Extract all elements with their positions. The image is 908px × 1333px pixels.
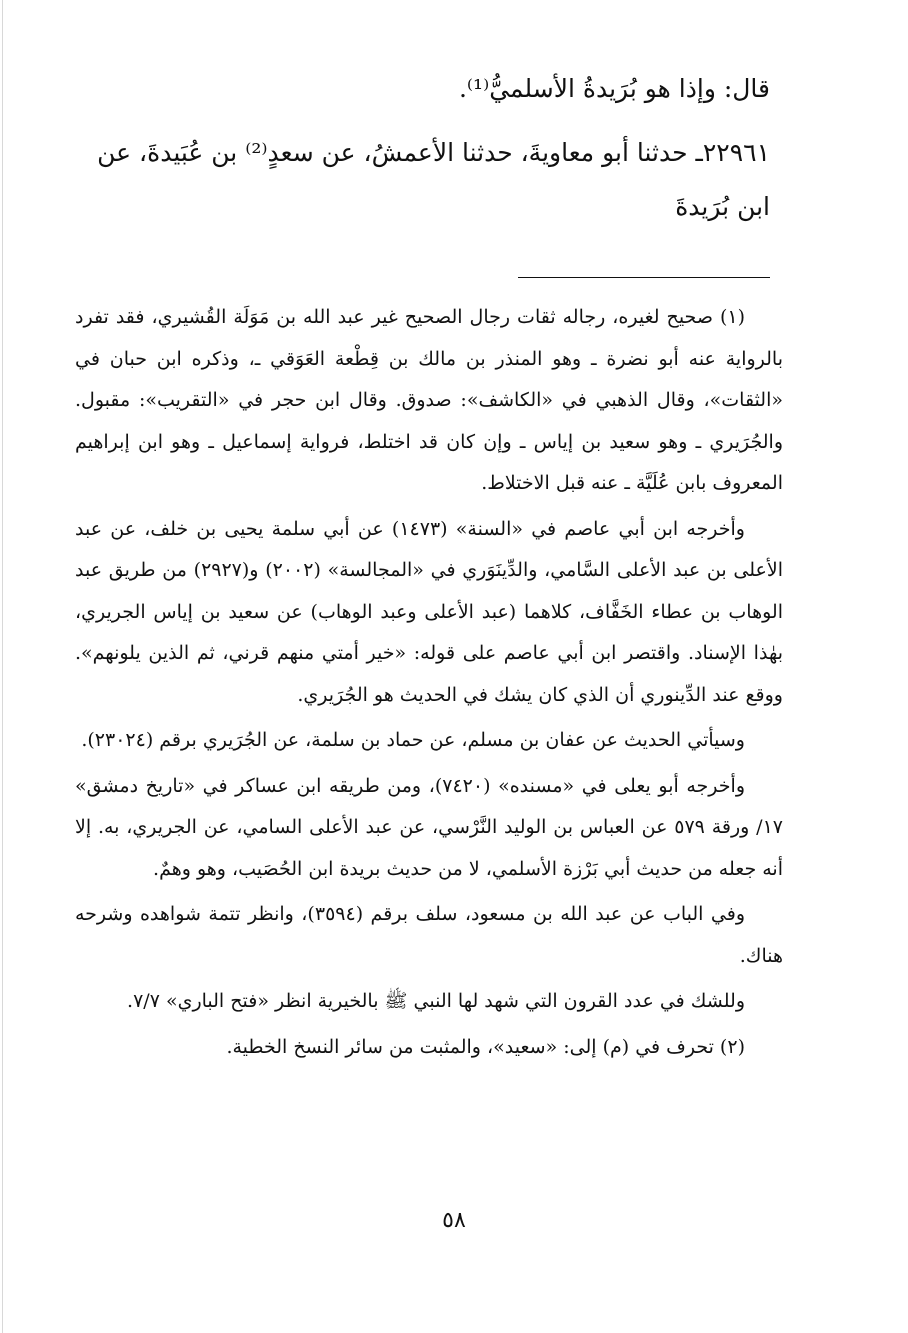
main-text-line: قال: وإذا هو بُرَيدةُ الأسلميُّ⁽¹⁾. — [458, 74, 770, 103]
page-edge-line — [2, 0, 3, 1333]
footnote-paragraph: وللشك في عدد القرون التي شهد لها النبي ﷺ بالخيرية انظر «فتح الباري» ٧/٧. — [127, 990, 745, 1012]
main-text — [70, 62, 770, 234]
footnote-paragraph: (٢) تحرف في (م) إلى: «سعيد»، والمثبت من سائر النسخ الخطية. — [226, 1035, 745, 1058]
footnote-paragraph: (١) صحيح لغيره، رجاله ثقات رجال الصحيح غير عبد الله بن مَوَلَة القُشيري، فقد تفرد بالرواية عنه أبو نضرة ـ وهو المنذر بن مالك بن قِطْعة العَوَقي ـ، وذكره ابن حبان في «الثقات»، وقال الذهبي في «الكاشف»: صدوق. وقال ابن حجر في «التقريب»: مقبول. والجُرَيري ـ وهو سعيد بن إياس ـ وإن كان قد اختلط، فرواية إسماعيل ـ وهو ابن إبراهيم المعروف بابن عُلَيَّة ـ عنه قبل الاختلاط. — [75, 306, 783, 494]
footnotes — [75, 297, 783, 1068]
footnote-paragraph: وأخرجه ابن أبي عاصم في «السنة» (١٤٧٣) عن أبي سلمة يحيى بن خلف، عن عبد الأعلى بن عبد الأعلى السَّامي، والدِّينَوَري في «المجالسة» (٢٠٠٢) و(٢٩٢٧) من طريق عبد الوهاب بن عطاء الخَفَّاف، كلاهما (عبد الأعلى وعبد الوهاب) عن سعيد بن إياس الجريري، بهٰذا الإسناد. واقتصر ابن أبي عاصم على قوله: «خير أمتي منهم قرني، ثم الذين يلونهم». ووقع عند الدِّينوري أن الذي كان يشك في الحديث هو الجُرَيري. — [75, 517, 783, 706]
hadith-text: ٢٢٩٦١ـ حدثنا أبو معاويةَ، حدثنا الأعمشُ، عن سعدٍ⁽²⁾ بن عُبَيدةَ، عن ابن بُرَيدةَ — [97, 138, 770, 221]
footnote-paragraph: وأخرجه أبو يعلى في «مسنده» (٧٤٢٠)، ومن طريقه ابن عساكر في «تاريخ دمشق» ١٧/ ورقة ٥٧٩ عن العباس بن الوليد النَّرْسي، عن عبد الأعلى السامي، عن الجريري، به. إلا أنه جعله من حديث أبي بَرْزة الأسلمي، لا من حديث بريدة ابن الحُصَيب، وهو وهمٌ. — [75, 774, 783, 880]
footnote-separator — [518, 277, 770, 278]
page-number: ٥٨ — [442, 1208, 466, 1233]
footnote-paragraph: وفي الباب عن عبد الله بن مسعود، سلف برقم (٣٥٩٤)، وانظر تتمة شواهده وشرحه هناك. — [75, 903, 783, 967]
footnote-paragraph: وسيأتي الحديث عن عفان بن مسلم، عن حماد بن سلمة، عن الجُرَيري برقم (٢٣٠٢٤). — [81, 729, 745, 751]
